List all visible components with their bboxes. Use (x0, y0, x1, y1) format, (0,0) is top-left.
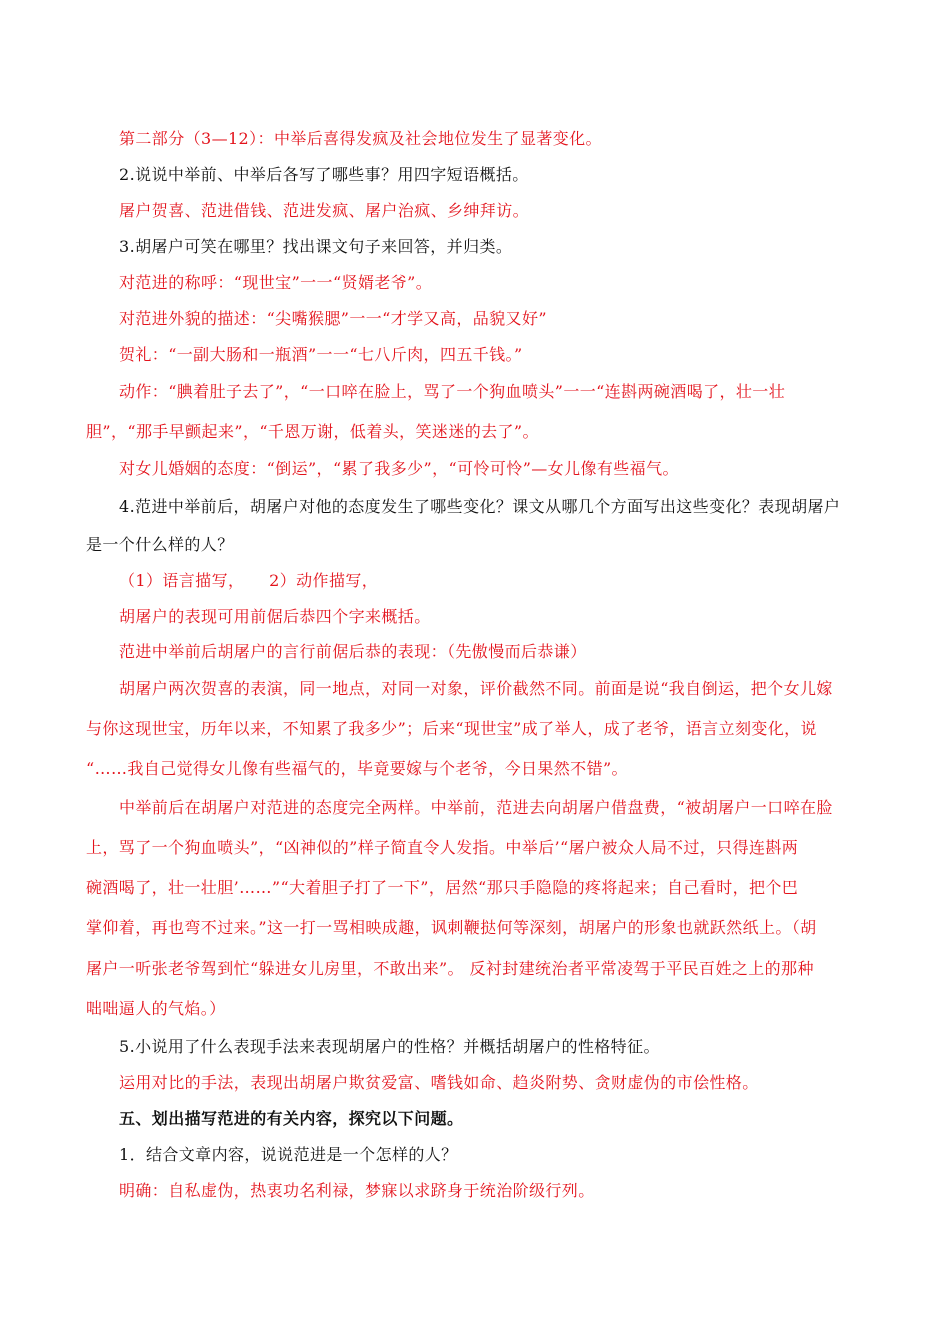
question-3: 3.胡屠户可笑在哪里？找出课文句子来回答，并归类。 (119, 237, 513, 256)
answer-3-action: 动作：“腆着肚子去了”，“一口啐在脸上，骂了一个狗血喷头”一一“连斟两碗酒喝了，壮一壮 (119, 382, 786, 401)
answer-4-para2-line5: 屠户一听张老爷驾到忙“躲进女儿房里，不敢出来”。 反衬封建统治者平常凌驾于平民百姓之上的那种 (86, 959, 814, 978)
answer-3-appearance: 对范进外貌的描述：“尖嘴猴腮”一一“才学又高，品貌又好” (119, 309, 547, 328)
answer-3-gift: 贺礼：“一副大肠和一瓶酒”一一“七八斤肉，四五千钱。” (119, 345, 523, 364)
answer-4-heading: 范进中举前后胡屠户的言行前倨后恭的表现：（先傲慢而后恭谦） (119, 642, 587, 661)
answer-4-para2-line2: 上，骂了一个狗血喷头”，“凶神似的”样子简直令人发指。中举后’“屠户被众人局不过，只得连斟两 (86, 838, 799, 857)
answer-5: 运用对比的手法，表现出胡屠户欺贫爱富、嗜钱如命、趋炎附势、贪财虚伪的市侩性格。 (119, 1073, 759, 1092)
answer-3-marriage: 对女儿婚姻的态度：“倒运”，“累了我多少”，“可怜可怜”—女儿像有些福气。 (119, 459, 679, 478)
answer-4-summary: 胡屠户的表现可用前倨后恭四个字来概括。 (119, 607, 431, 626)
section-five-answer-1: 明确：自私虚伪，热衷功名利禄，梦寐以求跻身于统治阶级行列。 (119, 1181, 595, 1200)
answer-4-para2-line4: 掌仰着，再也弯不过来。”这一打一骂相映成趣，讽刺鞭挞何等深刻，胡屠户的形象也就跃然纸上。（胡 (86, 918, 817, 937)
section-five-question-1: 1．结合文章内容，说说范进是一个怎样的人？ (119, 1145, 458, 1164)
answer-4-para1-line3: “……我自己觉得女儿像有些福气的，毕竟要嫁与个老爷，今日果然不错”。 (86, 759, 628, 778)
answer-4-para2-line3: 碗酒喝了，壮一壮胆’……”“大着胆子打了一下”，居然“那只手隐隐的疼将起来；自己看时，把个巴 (86, 878, 799, 897)
answer-2: 屠户贺喜、范进借钱、范进发疯、屠户治疯、乡绅拜访。 (119, 201, 530, 220)
answer-3-action-cont: 胆”，“那手早颤起来”，“千恩万谢，低着头，笑迷迷的去了”。 (86, 422, 539, 441)
answer-part-two: 第二部分（3—12）：中举后喜得发疯及社会地位发生了显著变化。 (119, 129, 602, 148)
answer-4-para1-line2: 与你这现世宝，历年以来，不知累了我多少”；后来“现世宝”成了举人，成了老爷，语言立刻变化，说 (86, 719, 817, 738)
question-4: 4.范进中举前后，胡屠户对他的态度发生了哪些变化？课文从哪几个方面写出这些变化？表现胡屠户 (119, 497, 841, 516)
answer-4-para1-line1: 胡屠户两次贺喜的表演，同一地点，对同一对象，评价截然不同。前面是说“我自倒运，把个女儿嫁 (119, 679, 833, 698)
answer-3-address: 对范进的称呼：“现世宝”一一“贤婿老爷”。 (119, 273, 433, 292)
question-5: 5.小说用了什么表现手法来表现胡屠户的性格？并概括胡屠户的性格特征。 (119, 1037, 660, 1056)
answer-4-para2-line6: 咄咄逼人的气焰。） (86, 999, 226, 1018)
answer-4-methods: （1）语言描写， 2）动作描写， (119, 571, 379, 590)
answer-4-para2-line1: 中举前后在胡屠户对范进的态度完全两样。中举前，范进去向胡屠户借盘费，“被胡屠户一口啐在脸 (119, 798, 833, 817)
question-2: 2.说说中举前、中举后各写了哪些事？用四字短语概括。 (119, 165, 529, 184)
section-five-heading: 五、划出描写范进的有关内容，探究以下问题。 (119, 1109, 464, 1128)
question-4-cont: 是一个什么样的人？ (86, 535, 234, 554)
